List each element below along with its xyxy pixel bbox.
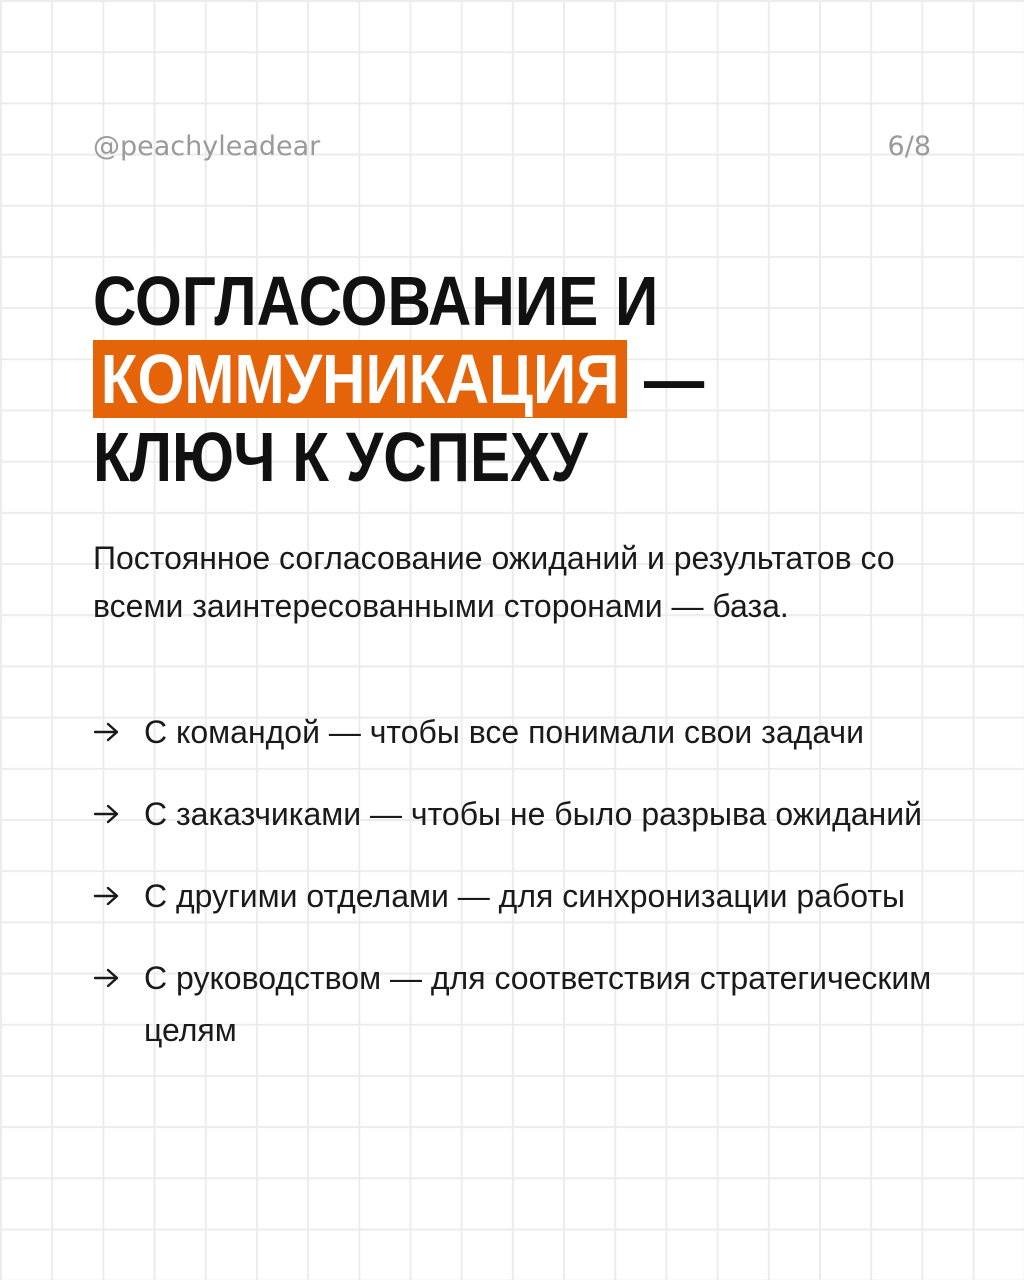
headline-highlight: КОММУНИКАЦИЯ [93, 340, 627, 418]
list-item-text: С заказчиками — чтобы не было разрыва ожиданий [144, 796, 922, 832]
list-item [93, 788, 953, 840]
list-item [93, 952, 953, 1056]
header [93, 126, 931, 166]
account-handle: @peachyleadear [93, 130, 321, 162]
lead-paragraph: Постоянное согласование ожиданий и результатов со всеми заинтересованными сторонами — база. [93, 540, 895, 624]
headline-line-1: СОГЛАСОВАНИЕ И [93, 262, 659, 340]
arrow-right-icon [93, 952, 125, 1004]
list-item-text: С командой — чтобы все понимали свои задачи [144, 714, 864, 750]
page-counter: 6/8 [887, 130, 931, 162]
list-item-text: С руководством — для соответствия стратегическим целям [144, 960, 932, 1048]
headline-line-2 [93, 340, 833, 418]
arrow-right-icon [93, 870, 125, 922]
arrow-right-icon [93, 706, 125, 758]
headline [93, 262, 833, 496]
bullet-list [93, 706, 953, 1086]
arrow-right-icon [93, 788, 125, 840]
headline-dash: — [644, 340, 705, 418]
list-item [93, 706, 953, 758]
list-item [93, 870, 953, 922]
list-item-text: С другими отделами — для синхронизации работы [144, 878, 905, 914]
headline-line-3: КЛЮЧ К УСПЕХУ [93, 418, 588, 496]
